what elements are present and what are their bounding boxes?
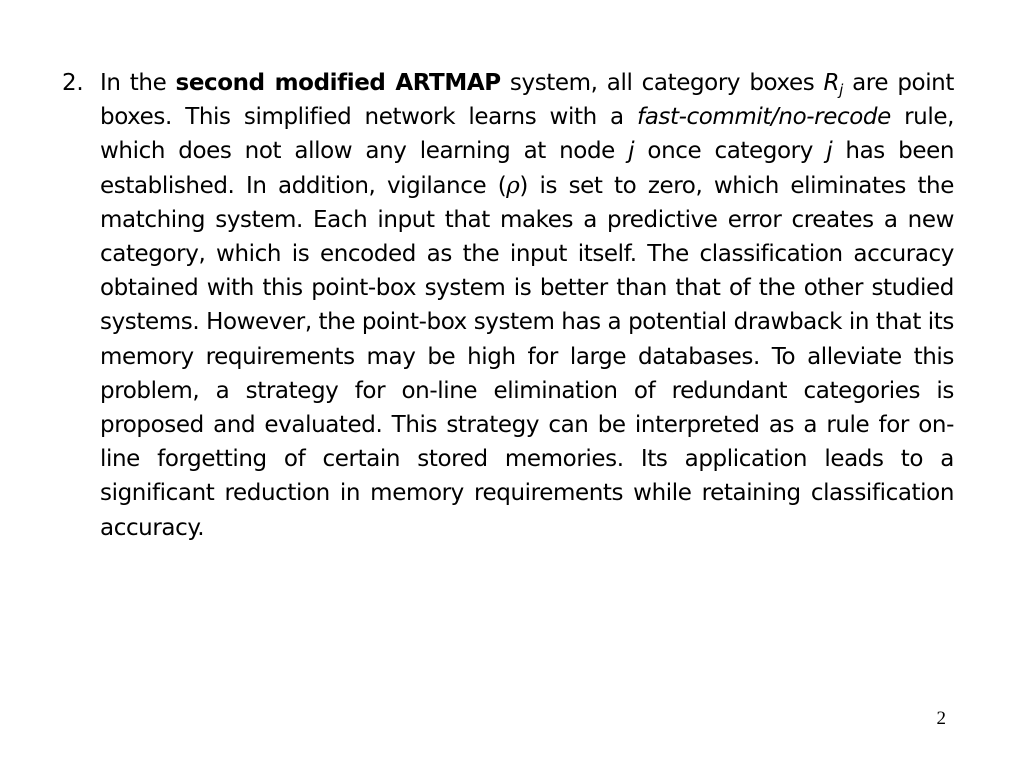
emphasis-rule-name: fast-commit/no-recode: [637, 104, 891, 131]
text-span: has been established. In addition, vigilance (: [100, 138, 954, 199]
subscript-j: j: [839, 81, 843, 99]
text-span: system, all category boxes: [500, 70, 824, 96]
text-span: once category: [634, 138, 827, 165]
text-span: ) is set to zero, which eliminates the matching system. Each input that makes a predictive error creates a new category, which is encoded as the input itself. The classification accuracy obtained with this point-box system is better than that of the other studied systems. However, the point-box system has a potential drawback in that its memory requirements may be high for large databases. To alleviate this problem, a strategy for on-line elimination of redundant categories is proposed and evaluated. This strategy can be interpreted as a rule for on-line forgetting of certain stored memories. Its application leads to a significant reduction in memory requirements while retaining classification accuracy.: [100, 172, 954, 541]
symbol-j: j: [826, 138, 833, 165]
emphasis-system-name: second modified ARTMAP: [175, 70, 501, 96]
list-item-2: [62, 66, 954, 545]
symbol-rho: ρ: [506, 172, 520, 199]
text-span: rule, which does not allow any learning at node: [100, 104, 954, 165]
text-span: In the: [100, 70, 176, 96]
symbol-R: R: [823, 70, 840, 96]
list-item-paragraph: [100, 66, 954, 545]
page-number: 2: [936, 708, 946, 729]
symbol-j: j: [628, 138, 635, 165]
list-item-number: 2.: [62, 70, 84, 96]
text-span: are point boxes. This simplified network learns with a: [100, 70, 954, 131]
